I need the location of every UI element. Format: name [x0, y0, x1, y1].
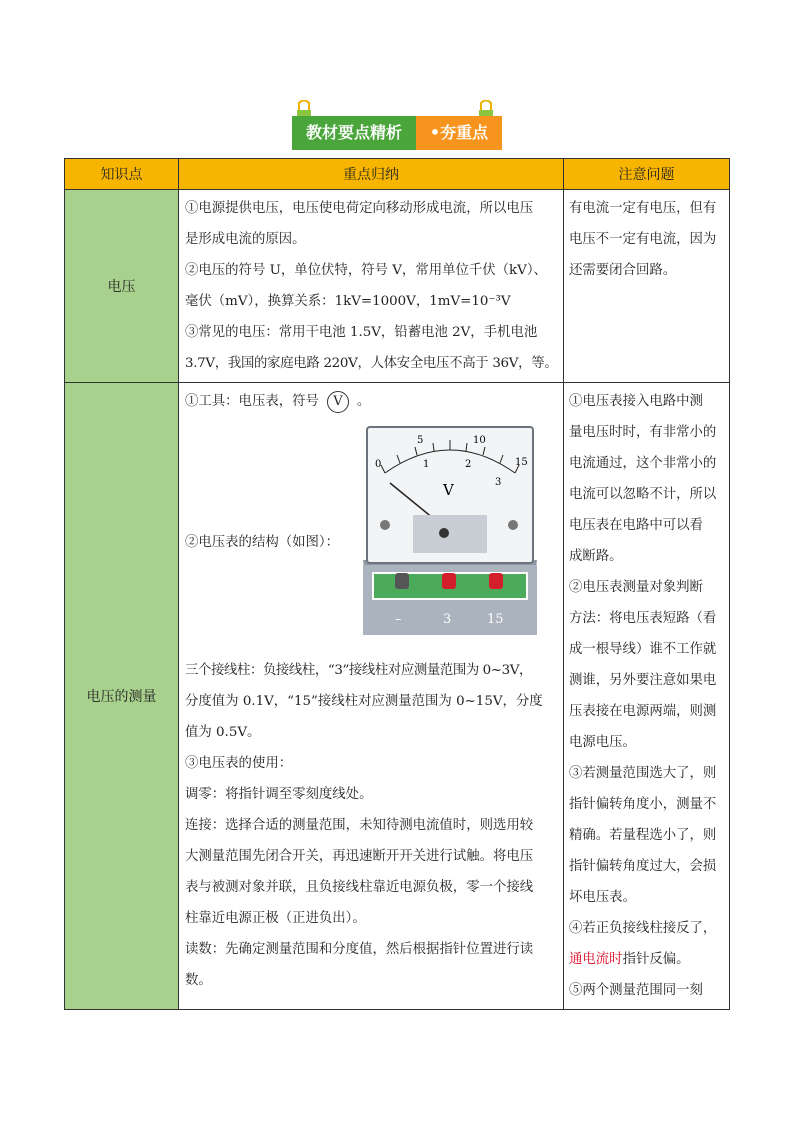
topic-cell: 电压的测量	[65, 383, 179, 1010]
note-line: 指针偏转角度小，测量不	[569, 797, 717, 812]
unit-label: V	[443, 481, 454, 499]
note-line: ①电压表接入电路中测	[569, 394, 703, 409]
scale-label-lower: 3	[495, 477, 502, 488]
tool-suffix: 。	[356, 394, 371, 409]
section-banner	[292, 116, 502, 150]
topic-cell: 电压	[65, 190, 179, 383]
notes-cell	[564, 190, 730, 383]
note-line: ⑤两个测量范围同一刻	[569, 983, 703, 998]
banner-subtitle: •夯重点	[416, 116, 502, 150]
note-line: 还需要闭合回路。	[569, 263, 677, 278]
content-line: 大测量范围先闭合开关，再迅速断开开关进行试触。将电压	[185, 849, 534, 864]
note-line: 量电压时时，有非常小的	[569, 425, 717, 440]
note-line: 压表接在电源两端，则测	[569, 704, 717, 719]
voltmeter-illustration	[355, 425, 545, 645]
content-line: 表与被测对象并联，且负接线柱靠近电源负极，零一个接线	[185, 880, 534, 895]
meter-figure-row	[185, 417, 557, 655]
scale-label-lower: 2	[465, 459, 472, 470]
scale-label-upper: 0	[375, 459, 382, 470]
knowledge-table	[64, 158, 730, 1010]
header-key-summary: 重点归纳	[179, 159, 564, 190]
note-text: 指针反偏。	[622, 952, 690, 967]
content-line: ②电压的符号 U，单位伏特，符号 V，常用单位千伏（kV）、	[185, 263, 547, 278]
content-cell	[179, 383, 564, 1010]
content-line: 分度值为 0.1V，“15”接线柱对应测量范围为 0~15V，分度	[185, 694, 543, 709]
content-line: ③常见的电压：常用干电池 1.5V，铅蓄电池 2V，手机电池	[185, 325, 538, 340]
terminal-label: 3	[443, 612, 452, 627]
note-line: ③若测量范围选大了，则	[569, 766, 717, 781]
header-knowledge-point: 知识点	[65, 159, 179, 190]
terminal-negative	[395, 573, 409, 589]
banner-title: 教材要点精析	[292, 116, 416, 150]
terminal-label: –	[395, 612, 402, 627]
note-line: 方法：将电压表短路（看	[569, 611, 717, 626]
content-line: 调零：将指针调至零刻度线处。	[185, 787, 373, 802]
content-line: 3.7V，我国的家庭电路 220V，人体安全电压不高于 36V，等。	[185, 356, 558, 371]
note-line: 成断路。	[569, 549, 623, 564]
content-cell	[179, 190, 564, 383]
note-highlight: 通电流时	[569, 952, 623, 967]
content-line: 值为 0.5V。	[185, 725, 261, 740]
content-line: 柱靠近电源正极（正进负出）。	[185, 911, 366, 926]
note-line: 坏电压表。	[569, 890, 636, 905]
terminal-label: 15	[487, 612, 504, 627]
content-line: 三个接线柱：负接线柱，“3”接线柱对应测量范围为 0~3V，	[185, 663, 532, 678]
table-row	[65, 190, 730, 383]
tool-prefix: ①工具：电压表，符号	[185, 394, 319, 409]
table-header-row	[65, 159, 730, 190]
content-line: 是形成电流的原因。	[185, 232, 306, 247]
content-line: 数。	[185, 973, 212, 988]
note-line: 电压不一定有电流，因为	[569, 232, 717, 247]
table-row	[65, 383, 730, 1010]
zero-adjust-screw	[439, 528, 449, 538]
structure-label: ②电压表的结构（如图）：	[185, 535, 339, 550]
zero-adjust-window	[413, 515, 487, 553]
note-line: 有电流一定有电压，但有	[569, 201, 717, 216]
scale-label-upper: 5	[417, 435, 424, 446]
note-line: 测谁，另外要注意如果电	[569, 673, 717, 688]
voltmeter-symbol-icon: V	[327, 391, 349, 413]
note-line: 电压表在电路中可以看	[569, 518, 703, 533]
content-line: ①电源提供电压，电压使电荷定向移动形成电流，所以电压	[185, 201, 534, 216]
tool-line	[185, 386, 557, 417]
notes-cell	[564, 383, 730, 1010]
note-line: ②电压表测量对象判断	[569, 580, 703, 595]
content-line: ③电压表的使用：	[185, 756, 293, 771]
note-line: 电流可以忽略不计，所以	[569, 487, 717, 502]
scale-label-lower: 1	[423, 459, 430, 470]
note-line: 精确。若量程选小了，则	[569, 828, 717, 843]
note-line: 电源电压。	[569, 735, 636, 750]
header-notes: 注意问题	[564, 159, 730, 190]
note-line: 指针偏转角度过大，会损	[569, 859, 717, 874]
terminal-15v	[489, 573, 503, 589]
scale-label-upper: 15	[515, 457, 528, 468]
note-line: 电流通过，这个非常小的	[569, 456, 717, 471]
screw-icon	[508, 520, 518, 530]
note-line: ④若正负接线柱接反了，	[569, 921, 717, 936]
content-line: 读数：先确定测量范围和分度值，然后根据指针位置进行读	[185, 942, 534, 957]
content-line: 连接：选择合适的测量范围，未知待测电流值时，则选用较	[185, 818, 534, 833]
terminal-3v	[442, 573, 456, 589]
note-line	[569, 944, 724, 975]
note-line: 成一根导线）谁不工作就	[569, 642, 717, 657]
screw-icon	[380, 520, 390, 530]
scale-label-upper: 10	[473, 435, 486, 446]
content-line: 毫伏（mV），换算关系：1kV=1000V，1mV=10⁻³V	[185, 294, 511, 309]
